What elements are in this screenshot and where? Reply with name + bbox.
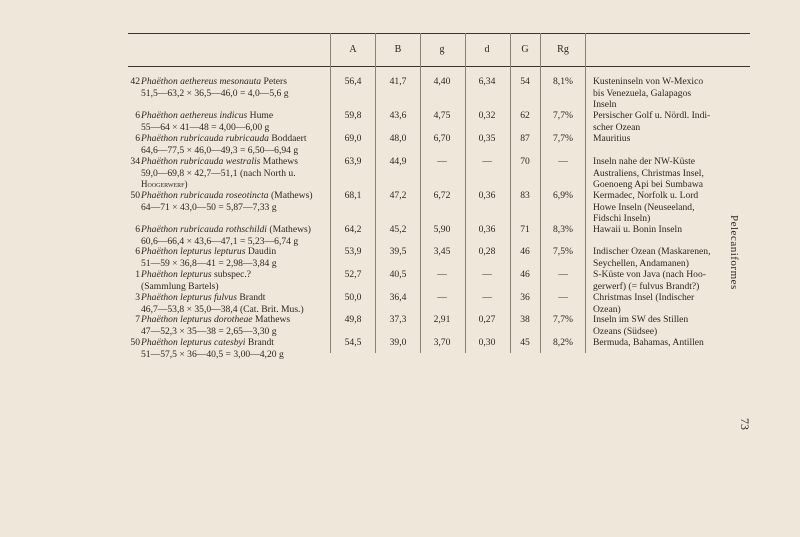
taxon-cell [141,292,341,315]
value-Rg: 6,9% [553,190,573,201]
value-d: 0,36 [478,224,496,235]
distribution-line: Howe Inseln (Neuseeland, [593,201,695,213]
value-Rg: 8,1% [553,76,573,87]
sample-count: 6 [135,133,140,144]
value-G: 87 [520,133,530,144]
value-A: 69,0 [344,133,362,144]
taxon-cell [141,246,341,269]
sample-count: 3 [135,292,140,303]
value-Rg: 7,7% [553,110,573,121]
taxon-author: (Mathews) [269,224,311,235]
taxon-author: (Mathews) [270,190,313,201]
value-A: 64,2 [344,224,362,235]
distribution-line: Inseln im SW des Stillen [593,314,689,325]
value-d: 0,32 [478,110,496,121]
measurements: 46,7—53,8 × 35,0—38,4 (Cat. Brit. Mus.) [141,303,304,315]
value-Rg: 7,7% [553,314,573,325]
header-d: d [484,44,490,55]
distribution-line: Kermadec, Norfolk u. Lord [593,190,699,201]
distribution-line: gerwerf) (= fulvus Brandt?) [593,280,700,292]
value-G: 46 [520,269,530,280]
measurements-cont: Hoogerwerf) [141,179,188,189]
value-Rg: 8,2% [553,337,573,348]
distribution-line: Bermuda, Bahamas, Antillen [593,337,704,348]
taxon-cell [141,269,341,292]
value-d: 0,36 [478,190,496,201]
taxon-name: Phaëthon rubricauda rubricauda [141,133,269,144]
value-G: 70 [520,156,530,167]
taxon-author: Mathews [254,314,291,325]
measurements: 55—64 × 41—48 = 4,00—6,00 g [141,121,270,133]
taxon-author: Brandt [239,292,266,303]
sample-count: 1 [135,269,140,280]
taxon-cell [141,76,341,99]
distribution-line: Kusteninseln von W-Mexico [593,76,704,87]
distribution-cell [593,314,753,337]
value-g: — [437,269,447,280]
col-sep [420,33,421,353]
value-g: — [437,292,447,303]
value-g: 6,70 [433,133,451,144]
taxon-name: Phaëthon lepturus fulvus [141,292,237,303]
taxon-cell [141,190,341,213]
sample-count: 50 [130,337,140,348]
value-Rg: — [558,156,568,167]
taxon-cell [141,156,341,191]
taxon-author: Boddaert [271,133,307,144]
taxon-name: Phaëthon lepturus dorotheae [141,314,253,325]
measurements: 59,0—69,8 × 42,7—51,1 (nach North u. [141,167,296,179]
value-g: — [437,156,447,167]
col-sep [585,33,586,353]
taxon-author: subspec.? [214,269,252,280]
measurements: (Sammlung Bartels) [141,280,219,292]
value-B: 43,6 [389,110,407,121]
taxon-cell [141,133,341,156]
value-B: 44,9 [389,156,407,167]
sample-count: 7 [135,314,140,325]
header-rule [128,66,750,67]
measurements: 47—52,3 × 35—38 = 2,65—3,30 g [141,325,277,337]
measurements: 51—57,5 × 36—40,5 = 3,00—4,20 g [141,348,284,360]
value-g: 3,70 [433,337,451,348]
measurements: 51—59 × 36,8—41 = 2,98—3,84 g [141,257,277,269]
taxon-author: Brandt [247,337,274,348]
value-Rg: — [558,292,568,303]
header-Rg: Rg [557,44,569,55]
value-Rg: 8,3% [553,224,573,235]
value-A: 52,7 [344,269,362,280]
sample-count: 6 [135,110,140,121]
distribution-cell [593,156,753,191]
distribution-cell [593,292,753,315]
value-d: 0,35 [478,133,496,144]
value-A: 68,1 [344,190,362,201]
value-Rg: 7,7% [553,133,573,144]
value-B: 40,5 [389,269,407,280]
taxon-name: Phaëthon lepturus lepturus [141,246,246,257]
col-sep [465,33,466,353]
order-label: Pelecaniformes [728,215,740,290]
taxon-name: Phaëthon lepturus [141,269,212,280]
value-A: 50,0 [344,292,362,303]
value-d: 6,34 [478,76,496,87]
taxon-author: Peters [263,76,287,87]
taxon-name: Phaëthon aethereus indicus [141,110,248,121]
distribution-line: Christmas Insel (Indischer [593,292,695,303]
value-g: 4,75 [433,110,451,121]
measurements: 60,6—66,4 × 43,6—47,1 = 5,23—6,74 g [141,235,299,247]
taxon-name: Phaëthon aethereus mesonauta [141,76,262,87]
sample-count: 34 [130,156,140,167]
taxon-cell [141,337,341,360]
distribution-line: Australiens, Christmas Insel, [593,167,704,179]
taxon-name: Phaëthon rubricauda roseotincta [141,190,269,201]
value-G: 54 [520,76,530,87]
header-g: g [439,44,445,55]
sample-count: 42 [130,76,140,87]
distribution-line: Seychellen, Andamanen) [593,257,689,269]
value-g: 2,91 [433,314,451,325]
value-A: 56,4 [344,76,362,87]
distribution-line: Ozeans (Südsee) [593,325,658,337]
taxon-name: Phaëthon rubricauda westralis [141,156,261,167]
sample-count: 6 [135,246,140,257]
header-A: A [349,44,357,55]
value-B: 48,0 [389,133,407,144]
value-A: 59,8 [344,110,362,121]
header-G: G [521,44,529,55]
distribution-line: Ozean) [593,303,621,315]
value-G: 45 [520,337,530,348]
distribution-line: Goenoeng Api bei Sumbawa [593,179,704,190]
value-A: 63,9 [344,156,362,167]
value-Rg: 7,5% [553,246,573,257]
value-Rg: — [558,269,568,280]
value-G: 62 [520,110,530,121]
value-B: 47,2 [389,190,407,201]
value-G: 36 [520,292,530,303]
taxon-cell [141,110,341,133]
distribution-line: Indischer Ozean (Maskarenen, [593,246,711,257]
value-d: — [482,269,492,280]
distribution-line: bis Venezuela, Galapagos [593,87,692,99]
value-G: 71 [520,224,530,235]
taxon-name: Phaëthon lepturus catesbyi [141,337,246,348]
distribution-cell [593,133,753,145]
value-B: 39,5 [389,246,407,257]
value-A: 49,8 [344,314,362,325]
value-d: — [482,156,492,167]
measurements: 51,5—63,2 × 36,5—46,0 = 4,0—5,6 g [141,87,289,99]
value-g: 5,90 [433,224,451,235]
measurements: 64,6—77,5 × 46,0—49,3 = 6,50—6,94 g [141,144,299,156]
distribution-line: Fidschi Inseln) [593,213,651,224]
value-g: 4,40 [433,76,451,87]
distribution-line: scher Ozean [593,121,641,133]
value-G: 83 [520,190,530,201]
top-rule [128,33,750,34]
distribution-cell [593,76,753,111]
taxon-cell [141,314,341,337]
value-A: 54,5 [344,337,362,348]
page-number: 73 [738,418,752,430]
distribution-cell [593,110,753,133]
value-A: 53,9 [344,246,362,257]
distribution-line: Inseln [593,99,617,110]
sample-count: 50 [130,190,140,201]
measurements: 64—71 × 43,0—50 = 5,87—7,33 g [141,201,277,213]
header-B: B [394,44,402,55]
value-B: 39,0 [389,337,407,348]
value-d: — [482,292,492,303]
value-g: 3,45 [433,246,451,257]
value-G: 46 [520,246,530,257]
distribution-line: S-Küste von Java (nach Hoo- [593,269,706,280]
distribution-cell [593,337,753,349]
distribution-line: Hawaii u. Bonin Inseln [593,224,682,235]
value-G: 38 [520,314,530,325]
value-B: 41,7 [389,76,407,87]
col-sep [375,33,376,353]
taxon-author: Mathews [262,156,298,167]
value-d: 0,28 [478,246,496,257]
distribution-line: Persischer Golf u. Nördl. Indi- [593,110,711,121]
taxon-cell [141,224,341,247]
value-d: 0,27 [478,314,496,325]
value-B: 37,3 [389,314,407,325]
value-d: 0,30 [478,337,496,348]
value-B: 36,4 [389,292,407,303]
distribution-line: Inseln nahe der NW-Küste [593,156,696,167]
distribution-line: Mauritius [593,133,631,144]
value-B: 45,2 [389,224,407,235]
value-g: 6,72 [433,190,451,201]
taxon-author: Hume [249,110,274,121]
sample-count: 6 [135,224,140,235]
taxon-author: Daudin [247,246,277,257]
taxon-name: Phaëthon rubricauda rothschildi [141,224,267,235]
